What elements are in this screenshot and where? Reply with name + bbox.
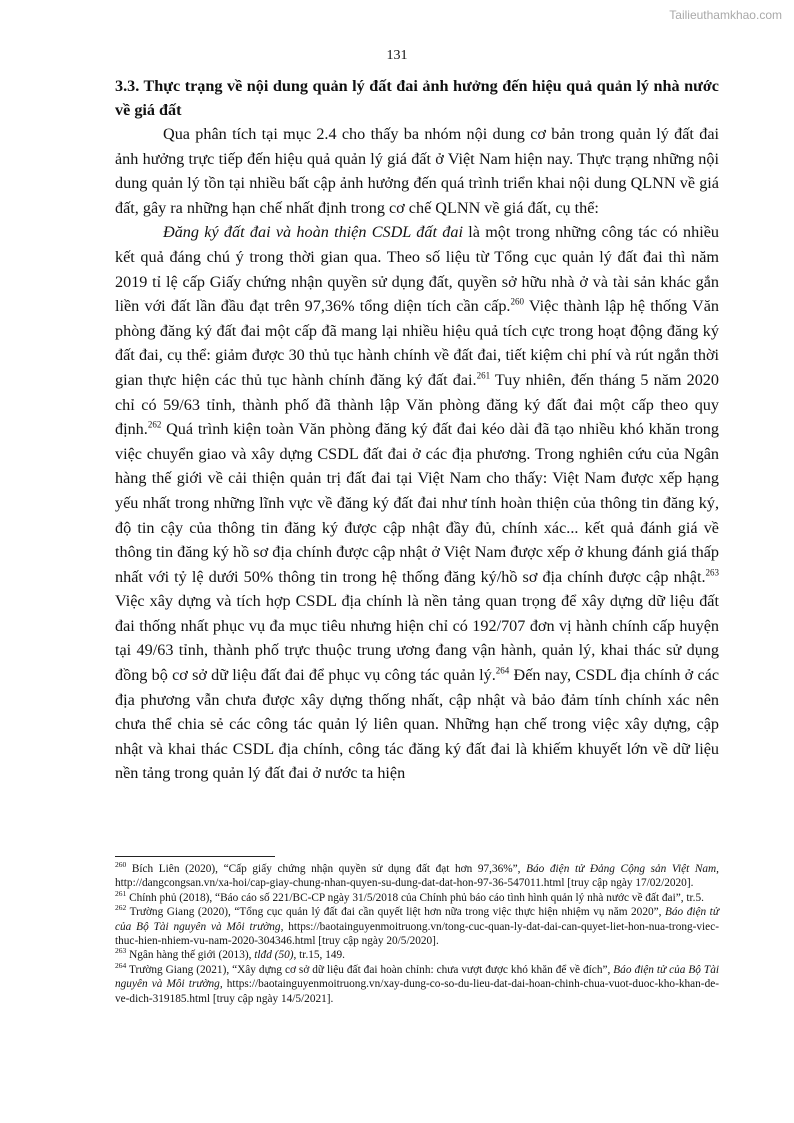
footnote-link[interactable]: http://dangcongsan.vn/xa-hoi/cap-giay-chung-nhan-quyen-su-dung-dat-dat-hon-97-36-547011.html [truy cập ngày 17/02/2020]. <box>115 877 694 890</box>
footnote-ref-264[interactable]: 264 <box>495 665 510 676</box>
footnote-source: Báo điện tử Đảng Cộng sản Việt Nam, <box>526 863 720 875</box>
sentence: Đến nay, CSDL địa chính ở các địa phương vẫn chưa được xây dựng thống nhất, cập nhật và bảo đảm tính chính xác nên chưa thể chia sẻ các công tác quản lý liên quan. Những hạn chế trong việc xây dựng, cập nhật và khai thác CSDL địa chính, công tác đăng ký đất đai là khiếm khuyết lớn về dữ liệu nền tảng trong quản lý đất đai ở nước ta hiện <box>115 666 719 783</box>
sentence: Việc thành lập hệ thống Văn phòng đăng ký đất đai một cấp đã mang lại nhiều hiệu quả tích cực trong hoạt động đăng ký đất đai, cụ thể: giảm được 30 thủ tục hành chính về đất đai, tiết kiệm chi phí và rút ngắn thời gian thực hiện các thủ tục hành chính đăng ký đất đai. <box>115 297 720 389</box>
footnote-number: 262 <box>115 903 127 913</box>
section-heading: 3.3. Thực trạng về nội dung quản lý đất đai ảnh hưởng đến hiệu quả quản lý nhà nước về giá đất <box>115 77 719 119</box>
footnote-264 <box>115 963 719 1006</box>
footnote-link[interactable]: https://baotainguyenmoitruong.vn/tong-cuc-quan-ly-dat-dai-can-quyet-liet-hon-nua-trong-viec-thuc-hien-nhiem-vu-nam-2020-304346.html [truy cập ngày 20/5/2020]. <box>115 920 719 948</box>
footnote-text: , tr.15, 149. <box>293 949 345 962</box>
footnote-number: 264 <box>115 961 127 971</box>
footnote-text: Chính phủ (2018), “Báo cáo số 221/BC-CP ngày 31/5/2018 của Chính phủ báo cáo tình hình quản lý nhà nước về đất đai”, tr.5. <box>126 891 704 904</box>
page-body <box>115 74 719 786</box>
sentence: Tuy nhiên, đến tháng 5 năm 2020 chỉ có 59/63 tỉnh, thành phố đã thành lập Văn phòng đăng ký đất đai một cấp theo quy định. <box>115 370 719 439</box>
footnote-text: Bích Liên (2020), “Cấp giấy chứng nhận quyền sử dụng đất đạt hơn 97,36%”, <box>126 863 527 875</box>
footnote-261 <box>115 891 719 905</box>
watermark: Tailieuthamkhao.com <box>669 8 782 22</box>
page-number: 131 <box>386 48 408 63</box>
footnote-source: Báo điện tử của Bộ Tài nguyên và Môi trường, <box>115 963 719 991</box>
footnote-link[interactable]: https://baotainguyenmoitruong.vn/xay-dung-co-so-du-lieu-dat-dai-hoan-chinh-chua-vuot-duoc-kho-khan-de-ve-dich-319185.html [truy cập ngày 14/5/2021]. <box>115 978 719 1005</box>
footnote-ref-262[interactable]: 262 <box>147 419 162 430</box>
footnote-number: 261 <box>115 889 127 899</box>
sentence: là một trong những công tác có nhiều kết quả đáng chú ý trong thời gian qua. Theo số liệu từ Tổng cục quản lý đất đai thì năm 2019 tỉ lệ cấp Giấy chứng nhận quyền sử dụng đất, quyền sở hữu nhà ở và tài sản khác gắn liền với đất lần đầu đạt trên 97,36% tổng diện tích cần cấp. <box>115 223 719 316</box>
footnote-source: Báo điện tử của Bộ Tài nguyên và Môi trường, <box>115 906 719 933</box>
footnote-263 <box>115 948 719 962</box>
paragraph-land-registration <box>115 220 719 786</box>
footnotes <box>115 862 719 1006</box>
footnote-number: 263 <box>115 946 127 956</box>
footnote-ref-263[interactable]: 263 <box>705 567 719 578</box>
paragraph-lead-italic: Đăng ký đất đai và hoàn thiện CSDL đất đai <box>163 223 463 242</box>
footnote-divider <box>115 856 275 857</box>
footnote-ref-261[interactable]: 261 <box>476 370 491 381</box>
footnote-260 <box>115 862 719 891</box>
paragraph-intro: Qua phân tích tại mục 2.4 cho thấy ba nhóm nội dung cơ bản trong quản lý đất đai ảnh hưởng trực tiếp đến hiệu quả quản lý giá đất ở Việt Nam hiện nay. Thực trạng những nội dung quản lý tồn tại nhiều bất cập ảnh hưởng đến quá trình triển khai nội dung QLNN về giá đất, gây ra những hạn chế nhất định trong cơ chế QLNN về giá đất, cụ thể: <box>115 125 719 217</box>
footnote-number: 260 <box>115 860 127 870</box>
footnote-text: Trường Giang (2021), “Xây dựng cơ sở dữ liệu đất đai hoàn chỉnh: chưa vượt được khó khăn để về đích”, <box>126 963 614 976</box>
footnote-text: Ngân hàng thế giới (2013), <box>126 949 255 962</box>
sentence: Việc xây dựng và tích hợp CSDL địa chính là nền tảng quan trọng để xây dựng dữ liệu đất đai thống nhất phục vụ đa mục tiêu nhưng hiện chỉ có 192/707 đơn vị hành chính cấp huyện tại 49/63 tỉnh, thành phố trực thuộc trung ương đang vận hành, quản lý, khai thác sử dụng đồng bộ cơ sở dữ liệu đất đai để phục vụ công tác quản lý. <box>115 592 719 685</box>
footnote-262 <box>115 905 719 948</box>
footnote-source: tlđd (50) <box>254 949 294 962</box>
footnote-text: Trường Giang (2020), “Tổng cục quản lý đất đai cần quyết liệt hơn nữa trong việc thực hiện nhiệm vụ năm 2020”, <box>126 906 665 919</box>
footnote-ref-260[interactable]: 260 <box>510 296 524 307</box>
sentence: Quá trình kiện toàn Văn phòng đăng ký đất đai kéo dài đã tạo nhiều khó khăn trong việc chuyển giao và xây dựng CSDL đất đai ở các địa phương. Trong nghiên cứu của Ngân hàng thế giới về cải thiện quản trị đất đai tại Việt Nam cho thấy: Việt Nam được xếp hạng yếu nhất trong những lĩnh vực về đăng ký đất đai như tính hoàn thiện của thông tin đăng ký, độ tin cậy của thông tin đăng ký được cập nhật đầy đủ, chính xác... kết quả đánh giá về thông tin đăng ký hồ sơ địa chính được cập nhật ở Việt Nam được xếp ở khung đánh giá thấp nhất với tỷ lệ dưới 50% thông tin trong hệ thống đăng ký/hồ sơ địa chính được cập nhật. <box>115 420 719 586</box>
